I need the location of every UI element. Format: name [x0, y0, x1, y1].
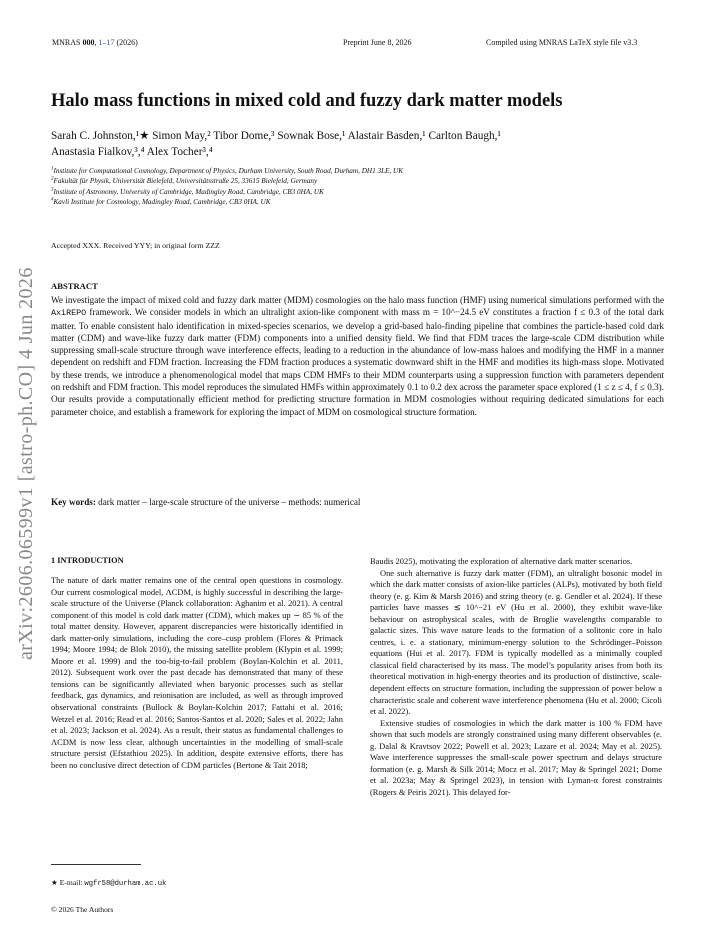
preprint-date: Preprint June 8, 2026: [343, 38, 412, 47]
compiled-note: Compiled using MNRAS LaTeX style file v3.3: [486, 38, 638, 47]
author-list: [51, 128, 681, 160]
footnote-email: ★ E-mail: wgfr58@durham.ac.uk: [51, 878, 167, 888]
intro-paragraph-3: Extensive studies of cosmologies in which the dark matter is 100 % FDM have shown that such models are strongly constrained using many different observables (e. g. Dalal & Kravtsov 2022; Powell et al. 2023; Lazare et al. 2024; May et al. 2025). Wave interference suppresses the small-scale power spectrum and delays structure formation (e. g. Marsh & Silk 2014; Mocz et al. 2017; May & Springel 2021; Dome et al. 2023a; May & Springel 2023), in tension with Lyman-α forest constraints (Rogers & Peiris 2021). This delayed for-: [370, 717, 662, 797]
intro-paragraph-2: One such alternative is fuzzy dark matter (FDM), an ultralight bosonic model in which the dark matter consists of axion-like particles (ALPs), motivated by both field theory (e. g. Kim & Marsh 2016) and string theory (e. g. Gendler et al. 2024). If these particles have masses ≲ 10^−21 eV (Hu et al. 2000), they exhibit wave-like behaviour on astrophysical scales, with de Broglie wavelengths comparable to galactic sizes. This wave nature leads to the formation of a solitonic core in halo centres, i. e. a stationary, minimum-energy solution to the Schrödinger–Poisson equations (Hui et al. 2017). FDM is typically modelled as a minimally coupled classical field characterised by its mass. The model’s popularity arises from both its theoretical motivation in high-energy theories and its production of distinctive, scale-dependent effects on structure formation, including the suppression of power below a characteristic scale and coherent wave interference phenomena (Hu et al. 2000; Cicoli et al. 2022).: [370, 567, 662, 717]
email-link[interactable]: wgfr58@durham.ac.uk: [84, 880, 167, 888]
abstract-text: We investigate the impact of mixed cold and fuzzy dark matter (MDM) cosmologies on the halo mass function (HMF) using numerical simulations performed with the AxiREPO framework. We consider models in which an ultralight axion-like component with mass m = 10^−24.5 eV constitutes a fraction f ≤ 0.3 of the total dark matter. To enable consistent halo identification in mixed-species scenarios, we develop a grid-based halo-finding pipeline that combines the particle-based cold dark matter (CDM) and wave-like fuzzy dark matter (FDM) components into a unified density field. We find that FDM traces the large-scale CDM distribution while suppressing small-scale structure through wave interference effects, leading to a reduction in the abundance of low-mass haloes and modifying the HMF in a manner dependent on redshift and FDM fraction. Increasing the FDM fraction produces a systematic downward shift in the HMF and modifies its high-mass slope. Motivated by these trends, we introduce a phenomenological model that maps CDM HMFs to their MDM counterparts using a suppression function with parameters dependent on redshift and FDM fraction. This model reproduces the simulated HMFs within approximately 0.1 to 0.2 dex across the parameter space explored (1 ≤ z ≤ 4, f ≤ 0.3). Our results provide a computationally efficient method for predicting structure formation in MDM cosmologies without requiring dedicated simulations for each parameter choice, and establish a framework for exploring the impact of MDM on cosmological structure formation.: [51, 295, 664, 417]
author-line-2: Anastasia Fialkov,³,⁴ Alex Tocher³,⁴: [51, 146, 213, 158]
intro-paragraph-1-cont: Baudis 2025), motivating the exploration of alternative dark matter scenarios.: [370, 556, 633, 566]
section-heading-introduction: 1 INTRODUCTION: [51, 556, 124, 565]
journal-pages-link[interactable]: 1–17: [98, 38, 115, 47]
code-name: AxiREPO: [51, 308, 87, 319]
affiliation-3: $^3$Institute of Astronomy, University of Cambridge, Madingley Road, Cambridge, CB3 0HA, UK: [51, 187, 324, 196]
journal-year: (2026): [116, 38, 138, 47]
affiliation-2: $^2$Fakultät für Physik, Universität Bielefeld, Universitätsstraße 25, 33615 Bielefeld, Germany: [51, 177, 318, 186]
footnote-rule: [51, 864, 141, 865]
intro-paragraph-1: The nature of dark matter remains one of the central open questions in cosmology. Our current cosmological model, ΛCDM, is highly successful in describing the large-scale structure of the Universe (Planck collaboration: Aghanim et al. 2021). A central component of this model is cold dark matter (CDM), which makes up ∼ 85 % of the total matter density. However, apparent discrepancies were historically identified in dark matter-only simulations, including the core–cusp problem (Flores & Primack 1994; Moore 1994; de Blok 2010), the missing satellite problem (Klypin et al. 1999; Moore et al. 1999) and the too-big-to-fail problem (Boylan-Kolchin et al. 2011, 2012). Subsequent work over the past decade has demonstrated that many of these tensions can be significantly alleviated when baryonic processes such as stellar feedback, gas dynamics, and reionisation are included, as well as through improved observational constraints (Bullock & Boylan-Kolchin 2017; Fattahi et al. 2016; Wetzel et al. 2016; Read et al. 2016; Santos-Santos et al. 2020; Sales et al. 2022; Jahn et al. 2023; Jackson et al. 2024). As a result, their status as fundamental challenges to ΛCDM is now less clear, although uncertainties in the modelling of small-scale structure persist (Efstathiou 2025). In addition, despite extensive efforts, there has been no conclusive direct detection of CDM particles (Bertone & Tait 2018;: [51, 575, 343, 770]
affiliations: [51, 166, 403, 208]
intro-left-column: [51, 575, 343, 771]
journal-name: MNRAS: [52, 38, 81, 47]
arxiv-stamp: [12, 242, 38, 662]
keywords: [51, 497, 664, 507]
paper-title: Halo mass functions in mixed cold and fuzzy dark matter models: [51, 91, 563, 111]
keywords-label: Key words:: [51, 497, 96, 507]
journal-header: MNRAS 000, 1–17 (2026): [52, 38, 138, 47]
journal-volume: 000: [82, 38, 95, 47]
author-line-1: Sarah C. Johnston,¹★ Simon May,² Tibor Dome,³ Sownak Bose,¹ Alastair Basden,¹ Carlton Baugh,¹: [51, 130, 501, 142]
keywords-list: dark matter – large-scale structure of the universe – methods: numerical: [98, 497, 361, 507]
arxiv-stamp-text[interactable]: arXiv:2606.06599v1 [astro-ph.CO] 4 Jun 2026: [15, 267, 37, 660]
abstract-heading: ABSTRACT: [51, 281, 98, 291]
intro-right-column: [370, 556, 662, 798]
copyright: © 2026 The Authors: [51, 905, 114, 914]
accepted-line: Accepted XXX. Received YYY; in original form ZZZ: [51, 241, 220, 250]
affiliation-1: $^1$Institute for Computational Cosmology, Department of Physics, Durham University, South Road, Durham, DH1 3LE, UK: [51, 166, 404, 175]
affiliation-4: $^4$Kavli Institute for Cosmology, Madingley Road, Cambridge, CB3 0HA, UK: [51, 197, 271, 207]
